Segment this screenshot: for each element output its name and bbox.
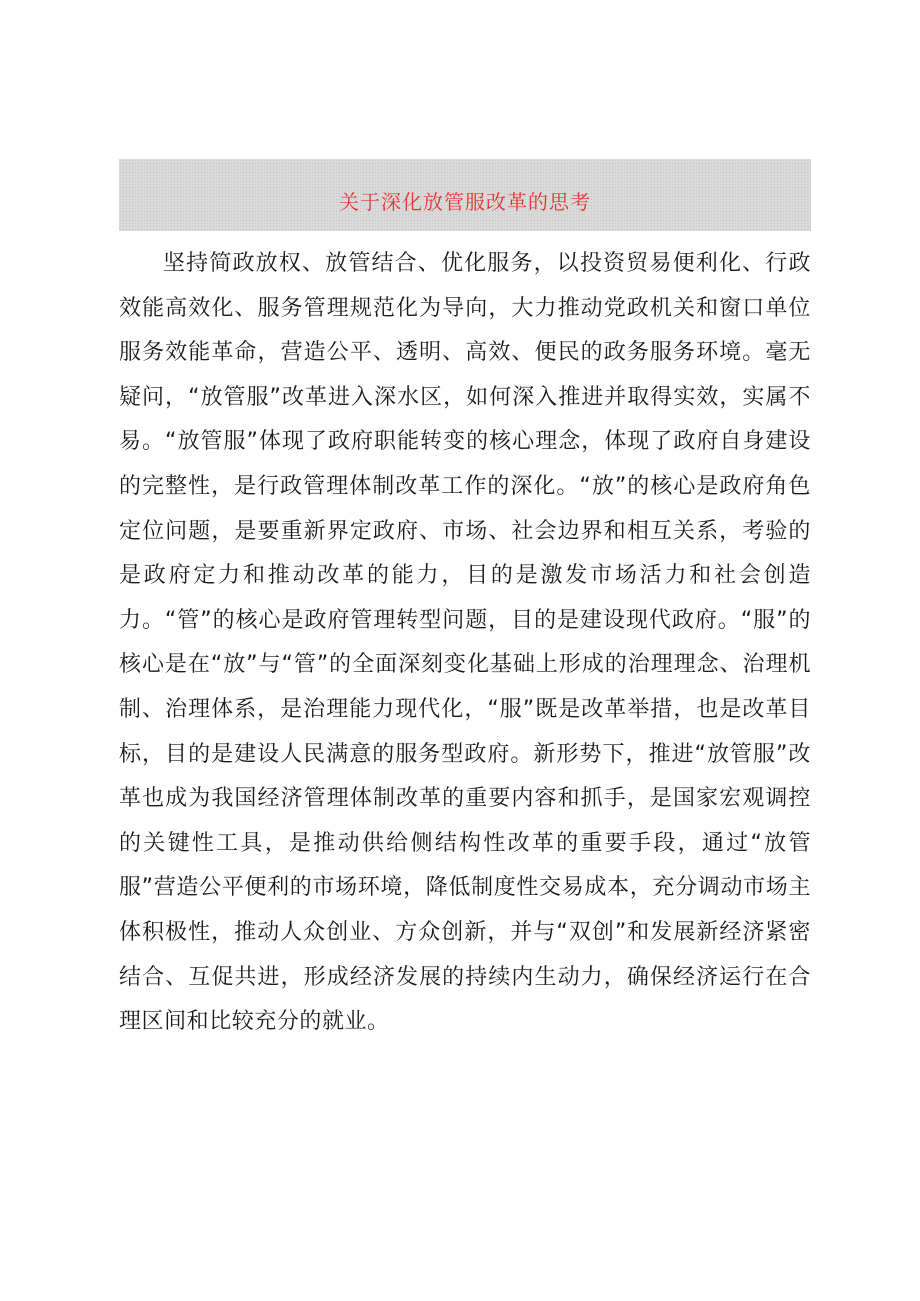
document-title: 关于深化放管服改革的思考 xyxy=(339,190,591,214)
body-paragraph: 坚持简政放权、放管结合、优化服务，以投资贸易便利化、行政效能高效化、服务管理规范化为导向，大力推动党政机关和窗口单位服务效能革命，营造公平、透明、高效、便民的政务服务环境。毫无疑问，“放管服”改革进入深水区，如何深入推进并取得实效，实属不易。“放管服”体现了政府职能转变的核心理念，体现了政府自身建设的完整性，是行政管理体制改革工作的深化。“放”的核心是政府角色定位问题，是要重新界定政府、市场、社会边界和相互关系，考验的是政府定力和推动改革的能力，目的是激发市场活力和社会创造力。“管”的核心是政府管理转型问题，目的是建设现代政府。“服”的核心是在“放”与“管”的全面深刻变化基础上形成的治理理念、治理机制、治理体系，是治理能力现代化，“服”既是改革举措，也是改革目标，目的是建设人民满意的服务型政府。新形势下，推进“放管服”改革也成为我国经济管理体制改革的重要内容和抓手，是国家宏观调控的关键性工具，是推动供给侧结构性改革的重要手段，通过“放管服”营造公平便利的市场环境，降低制度性交易成本，充分调动市场主体积极性，推动人众创业、方众创新，并与“双创”和发展新经济紧密结合、互促共进，形成经济发展的持续内生动力，确保经济运行在合理区间和比较充分的就业。 xyxy=(119,251,811,1035)
